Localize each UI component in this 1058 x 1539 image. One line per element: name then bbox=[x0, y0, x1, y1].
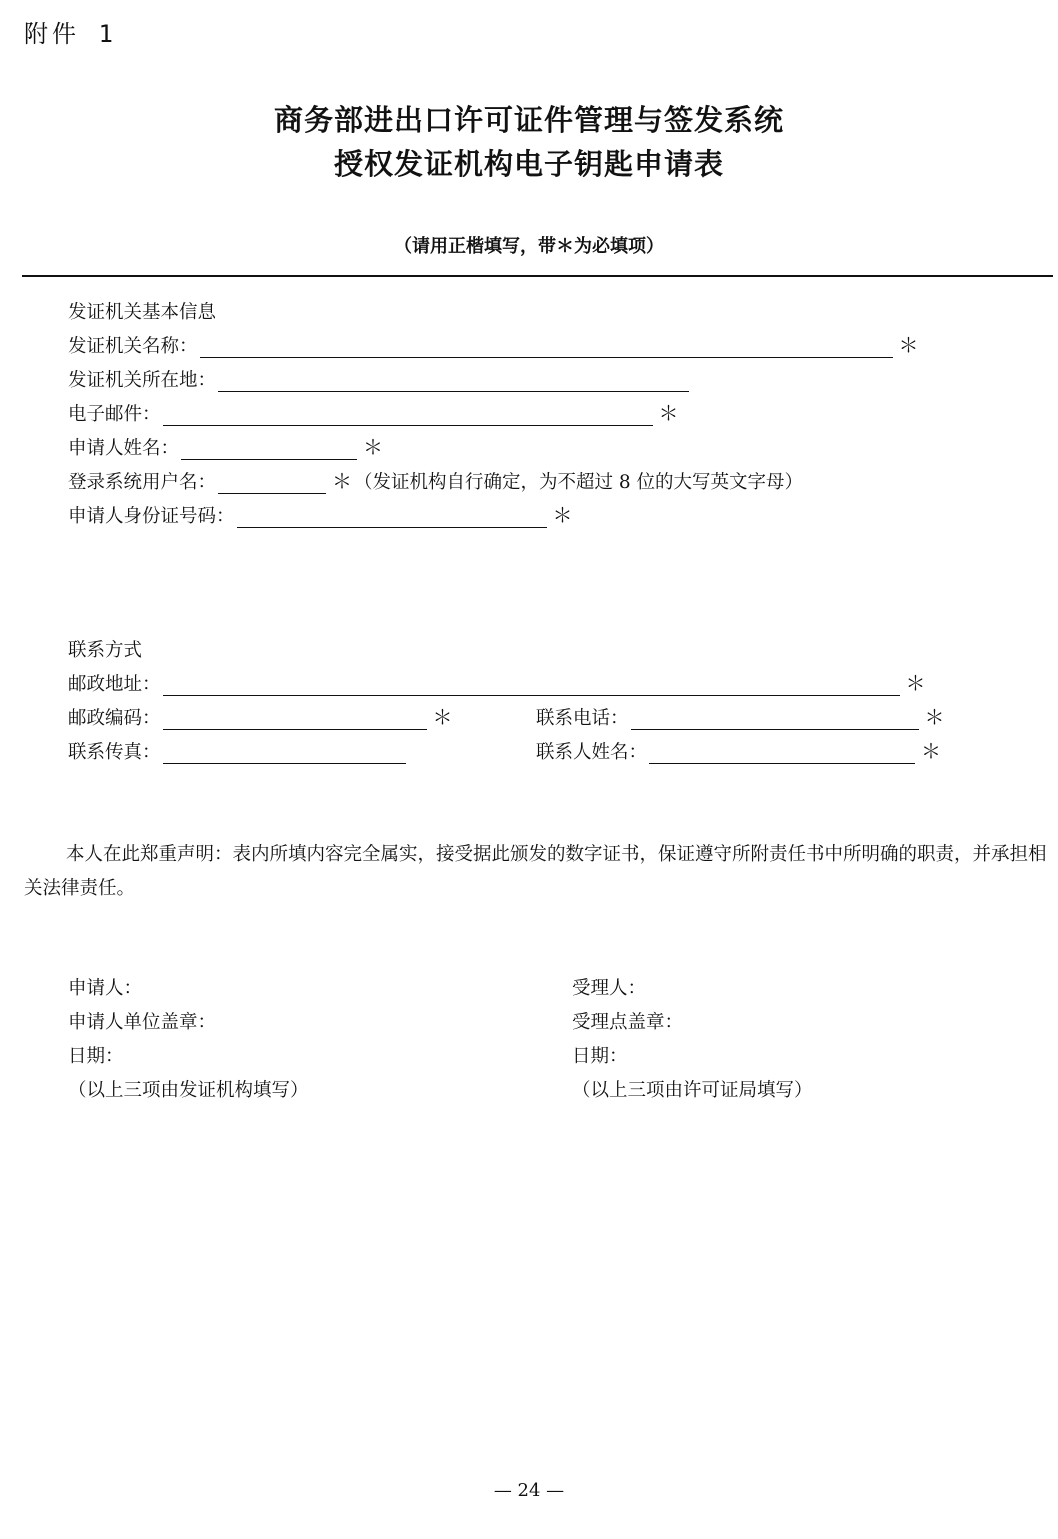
fill-instructions: （请用正楷填写，带＊为必填项） bbox=[394, 236, 664, 257]
postal-address-label: 邮政地址： bbox=[68, 674, 161, 695]
authority-name-label: 发证机关名称： bbox=[68, 336, 198, 357]
receiver-date-label: 日期： bbox=[572, 1046, 628, 1067]
applicant-block-note: （以上三项由发证机构填写） bbox=[68, 1080, 309, 1101]
required-mark: ＊ bbox=[363, 435, 384, 459]
phone-label: 联系电话： bbox=[536, 708, 629, 729]
username-input[interactable] bbox=[218, 473, 326, 494]
section-contact-heading: 联系方式 bbox=[68, 640, 143, 661]
postal-code-input[interactable] bbox=[163, 709, 427, 730]
id-number-input[interactable] bbox=[237, 507, 547, 528]
id-number-field bbox=[68, 502, 573, 528]
username-label: 登录系统用户名： bbox=[68, 472, 217, 493]
receiving-point-seal-label: 受理点盖章： bbox=[572, 1012, 684, 1033]
authority-location-field bbox=[68, 366, 689, 392]
required-mark: ＊ bbox=[658, 401, 679, 425]
form-title-line2: 授权发证机构电子钥匙申请表 bbox=[333, 147, 724, 181]
authority-name-input[interactable] bbox=[200, 337, 893, 358]
authority-location-label: 发证机关所在地： bbox=[68, 370, 217, 391]
receiver-signature-label: 受理人： bbox=[572, 978, 647, 999]
required-mark: ＊ bbox=[552, 503, 573, 527]
fax-input[interactable] bbox=[163, 743, 406, 764]
required-mark: ＊ bbox=[432, 705, 453, 729]
authority-location-input[interactable] bbox=[218, 371, 689, 392]
attachment-label: 附件 1 bbox=[24, 20, 117, 48]
authority-name-field bbox=[68, 332, 919, 358]
fax-field bbox=[68, 738, 406, 764]
applicant-name-input[interactable] bbox=[181, 439, 357, 460]
email-input[interactable] bbox=[163, 405, 653, 426]
phone-field bbox=[536, 704, 945, 730]
contact-name-field bbox=[536, 738, 941, 764]
username-note: （发证机构自行确定，为不超过 8 位的大写英文字母） bbox=[354, 472, 804, 493]
fax-label: 联系传真： bbox=[68, 742, 161, 763]
required-mark: ＊ bbox=[921, 739, 942, 763]
postal-code-field bbox=[68, 704, 453, 730]
declaration-text: 本人在此郑重声明：表内所填内容完全属实，接受据此颁发的数字证书，保证遵守所附责任书中所明确的职责，并承担相关法律责任。 bbox=[24, 844, 1047, 899]
form-title-line1: 商务部进出口许可证件管理与签发系统 bbox=[273, 103, 784, 137]
header-divider bbox=[22, 275, 1053, 277]
username-field bbox=[68, 468, 803, 494]
required-mark: ＊ bbox=[924, 705, 945, 729]
email-field bbox=[68, 400, 679, 426]
postal-code-label: 邮政编码： bbox=[68, 708, 161, 729]
id-number-label: 申请人身份证号码： bbox=[68, 506, 235, 527]
required-mark: ＊ bbox=[332, 469, 353, 493]
applicant-unit-seal-label: 申请人单位盖章： bbox=[68, 1012, 217, 1033]
phone-input[interactable] bbox=[631, 709, 919, 730]
contact-name-label: 联系人姓名： bbox=[536, 742, 648, 763]
receiver-block-note: （以上三项由许可证局填写） bbox=[572, 1080, 813, 1101]
required-mark: ＊ bbox=[898, 333, 919, 357]
page-number: — 24 — bbox=[493, 1480, 565, 1501]
email-label: 电子邮件： bbox=[68, 404, 161, 425]
applicant-name-label: 申请人姓名： bbox=[68, 438, 180, 459]
applicant-signature-label: 申请人： bbox=[68, 978, 143, 999]
contact-name-input[interactable] bbox=[649, 743, 915, 764]
section-basic-heading: 发证机关基本信息 bbox=[68, 302, 217, 323]
applicant-name-field bbox=[68, 434, 383, 460]
required-mark: ＊ bbox=[905, 671, 926, 695]
postal-address-input[interactable] bbox=[163, 675, 900, 696]
postal-address-field bbox=[68, 670, 926, 696]
applicant-date-label: 日期： bbox=[68, 1046, 124, 1067]
